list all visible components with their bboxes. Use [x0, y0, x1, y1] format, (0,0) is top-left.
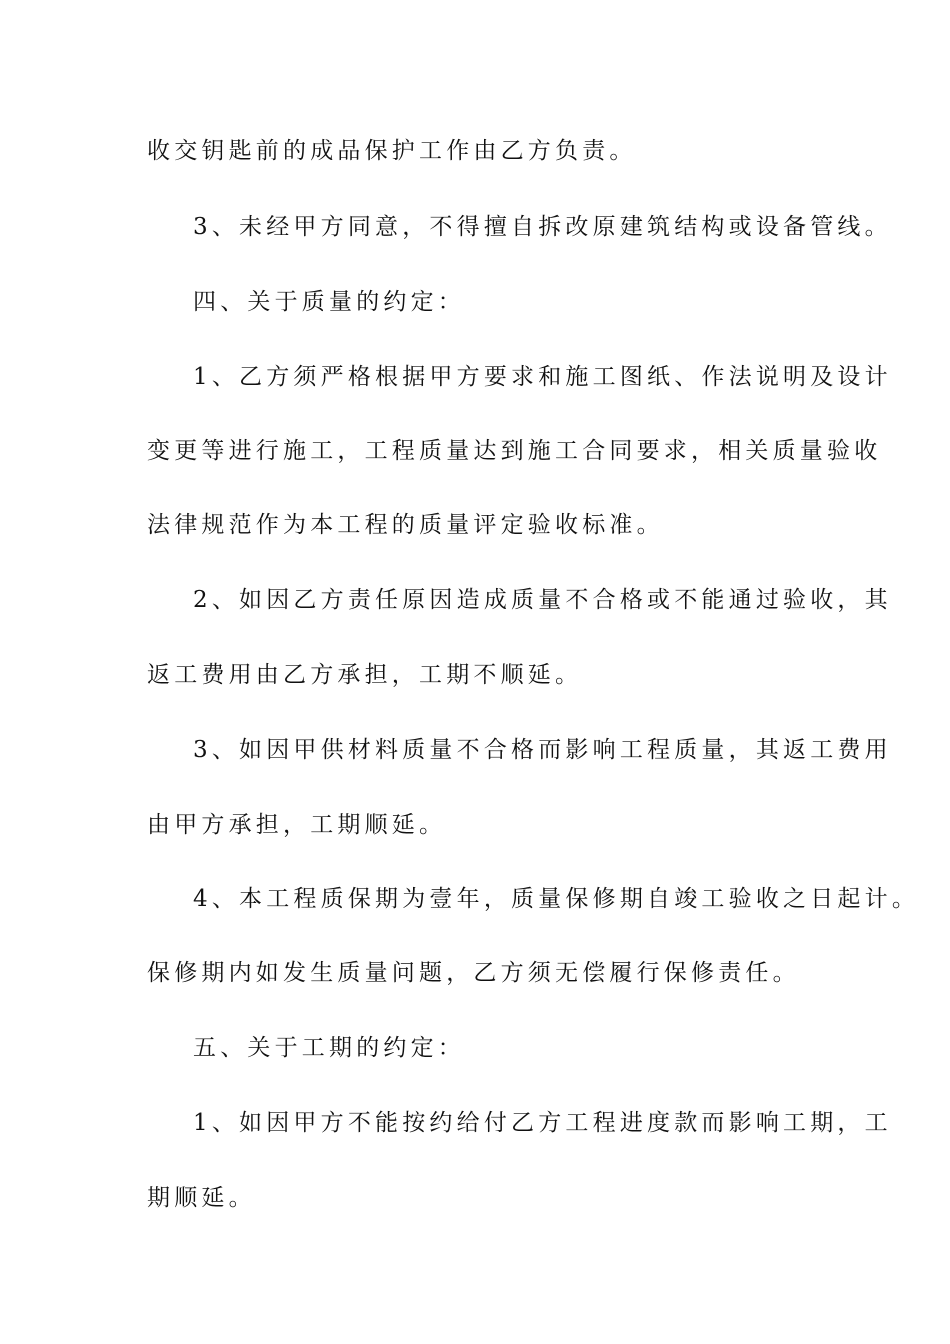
paragraph-line: 由甲方承担，工期顺延。: [147, 812, 447, 838]
paragraph-line: 2、如因乙方责任原因造成质量不合格或不能通过验收，其: [193, 587, 892, 613]
paragraph-line: 4、本工程质保期为壹年，质量保修期自竣工验收之日起计。: [193, 886, 920, 912]
paragraph-line: 法律规范作为本工程的质量评定验收标准。: [147, 512, 664, 538]
section-heading: 五、关于工期的约定：: [193, 1035, 465, 1061]
paragraph-line: 3、未经甲方同意，不得擅自拆改原建筑结构或设备管线。: [193, 214, 892, 240]
paragraph-line: 1、乙方须严格根据甲方要求和施工图纸、作法说明及设计: [193, 364, 892, 390]
paragraph-line: 保修期内如发生质量问题，乙方须无偿履行保修责任。: [147, 960, 800, 986]
paragraph-line: 期顺延。: [147, 1185, 256, 1211]
paragraph-line: 1、如因甲方不能按约给付乙方工程进度款而影响工期，工: [193, 1110, 892, 1136]
paragraph-line: 变更等进行施工，工程质量达到施工合同要求，相关质量验收: [147, 438, 882, 464]
section-heading: 四、关于质量的约定：: [193, 289, 465, 315]
paragraph-line: 3、如因甲供材料质量不合格而影响工程质量，其返工费用: [193, 737, 892, 763]
paragraph-line: 收交钥匙前的成品保护工作由乙方负责。: [147, 138, 637, 164]
paragraph-line: 返工费用由乙方承担，工期不顺延。: [147, 662, 583, 688]
